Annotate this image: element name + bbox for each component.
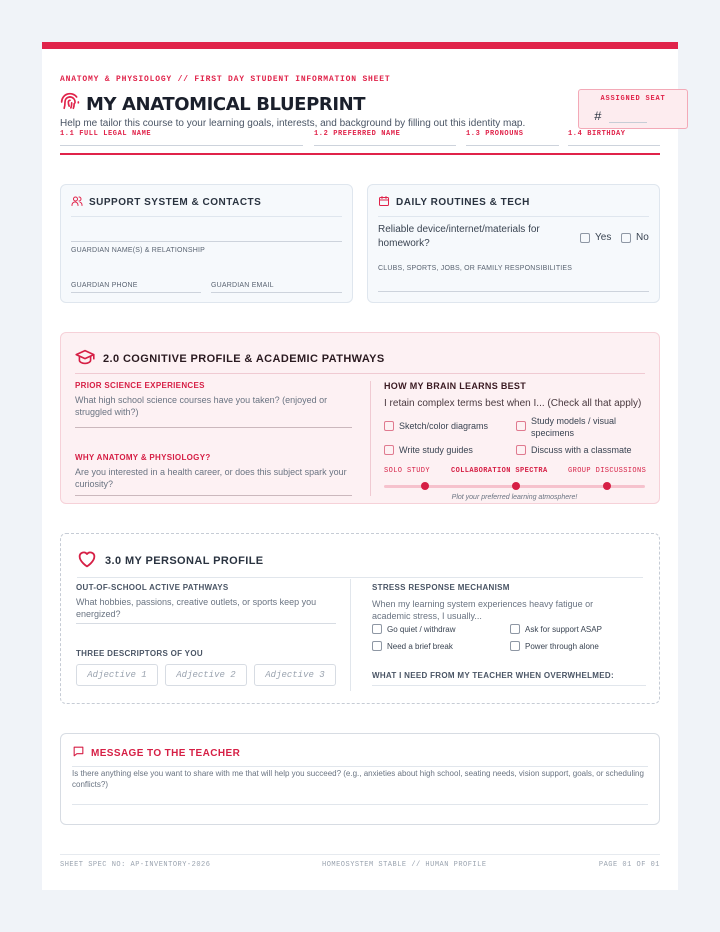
fingerprint-icon [60, 92, 80, 117]
personal-profile-panel [60, 533, 660, 704]
guardian-names-field[interactable]: GUARDIAN NAME(S) & RELATIONSHIP [71, 241, 342, 254]
full-legal-name-field[interactable]: 1.1 FULL LEGAL NAME [60, 130, 303, 146]
users-icon [71, 195, 83, 210]
device-yes-checkbox[interactable] [580, 233, 590, 243]
spectrum-caption: Plot your preferred learning atmosphere! [451, 494, 578, 501]
preferred-name-field[interactable]: 1.2 PREFERRED NAME [314, 130, 456, 146]
prior-science-answer-line[interactable] [75, 427, 352, 428]
why-anatomy-question: Are you interested in a health career, or does this subject spark your curiosity? [75, 467, 347, 489]
guardian-phone-field[interactable]: GUARDIAN PHONE [71, 277, 201, 293]
assigned-seat-label: ASSIGNED SEAT [600, 95, 666, 103]
learn-models-label: Study models / visual specimens [531, 416, 617, 438]
learn-study-guides-checkbox[interactable] [384, 445, 394, 455]
adjective-2-input[interactable]: Adjective 2 [165, 664, 247, 686]
prior-science-question: What high school science courses have you taken? (enjoyed or struggled with?) [75, 395, 328, 417]
stress-question: When my learning system experiences heavy fatigue or academic stress, I usually... [372, 599, 594, 621]
device-yes-label: Yes [595, 232, 612, 243]
clubs-field[interactable]: CLUBS, SPORTS, JOBS, OR FAMILY RESPONSIBILITIES [378, 260, 649, 292]
personal-header [77, 550, 643, 578]
stress-break-checkbox[interactable] [372, 641, 382, 651]
footer-center: HOMEOSYSTEM STABLE // HUMAN PROFILE [322, 861, 487, 869]
learn-study-guides-label: Write study guides [399, 445, 473, 455]
why-anatomy-heading: WHY ANATOMY & PHYSIOLOGY? [75, 453, 211, 462]
why-anatomy-answer-line[interactable] [75, 495, 352, 496]
pathways-answer-line[interactable] [76, 623, 336, 624]
descriptors-heading: THREE DESCRIPTORS OF YOU [76, 649, 203, 658]
learn-sketch-checkbox[interactable] [384, 421, 394, 431]
routines-card-header [378, 195, 649, 217]
prior-science-heading: PRIOR SCIENCE EXPERIENCES [75, 381, 205, 390]
adjective-3-input[interactable]: Adjective 3 [254, 664, 336, 686]
collaboration-spectrum-track[interactable] [384, 485, 645, 488]
title-row [60, 92, 365, 117]
message-title: MESSAGE TO THE TEACHER [91, 747, 241, 759]
device-no-label: No [636, 232, 649, 243]
stress-option-break[interactable] [372, 641, 453, 651]
learn-sketch-label: Sketch/color diagrams [399, 421, 489, 431]
assigned-seat-box[interactable] [578, 89, 688, 129]
stress-withdraw-label: Go quiet / withdraw [387, 624, 456, 634]
stress-option-power-through[interactable] [510, 641, 599, 651]
sheet-kicker: ANATOMY & PHYSIOLOGY // FIRST DAY STUDENT INFORMATION SHEET [60, 75, 391, 84]
stress-ask-support-checkbox[interactable] [510, 624, 520, 634]
learn-option-study-guides[interactable] [384, 445, 473, 455]
footer-page: PAGE 01 OF 01 [598, 861, 660, 869]
guardian-email-field[interactable]: GUARDIAN EMAIL [211, 277, 342, 293]
brain-learns-question: I retain complex terms best when I... (Check all that apply) [384, 398, 642, 409]
heart-icon [77, 550, 97, 571]
device-question: Reliable device/internet/materials for homework? [378, 224, 540, 249]
learn-option-discuss[interactable] [516, 445, 632, 455]
learn-discuss-checkbox[interactable] [516, 445, 526, 455]
graduation-cap-icon [75, 349, 95, 368]
student-info-sheet [42, 42, 678, 890]
support-card-header [71, 195, 342, 217]
message-to-teacher-card [60, 733, 660, 825]
message-question: Is there anything else you want to share with me that will help you succeed? (e.g., anxieties about high school, seating needs, vision support, goals, or scheduling conflicts?) [72, 769, 644, 789]
brain-learns-heading: HOW MY BRAIN LEARNS BEST [384, 381, 527, 391]
adjective-1-input[interactable]: Adjective 1 [76, 664, 158, 686]
stress-heading: STRESS RESPONSE MECHANISM [372, 583, 510, 592]
routines-card [367, 184, 660, 303]
top-accent-bar [42, 42, 678, 49]
cognitive-divider [75, 373, 645, 374]
pathways-question: What hobbies, passions, creative outlets, or sports keep you energized? [76, 597, 317, 619]
spectrum-label-collab: COLLABORATION SPECTRA [451, 467, 548, 475]
seat-number-line[interactable] [609, 122, 647, 123]
learn-option-sketch[interactable] [384, 421, 488, 431]
learn-models-checkbox[interactable] [516, 421, 526, 431]
message-icon [72, 745, 85, 761]
support-card-title: SUPPORT SYSTEM & CONTACTS [89, 197, 262, 208]
spectrum-point-group[interactable] [603, 482, 611, 490]
stress-withdraw-checkbox[interactable] [372, 624, 382, 634]
learn-option-models[interactable] [516, 415, 631, 439]
routines-card-title: DAILY ROUTINES & TECH [396, 197, 530, 208]
device-yes-option[interactable] [580, 232, 611, 243]
sheet-footer [60, 854, 660, 869]
header-divider [60, 153, 660, 155]
message-header [72, 745, 648, 767]
pathways-heading: OUT-OF-SCHOOL ACTIVE PATHWAYS [76, 583, 229, 592]
stress-break-label: Need a brief break [387, 641, 453, 651]
stress-option-withdraw[interactable] [372, 624, 455, 634]
stress-power-through-checkbox[interactable] [510, 641, 520, 651]
calendar-icon [378, 195, 390, 210]
page-subtitle: Help me tailor this course to your learning goals, interests, and background by filling out this identity map. [60, 118, 526, 129]
spectrum-point-solo[interactable] [421, 482, 429, 490]
cognitive-header [75, 349, 385, 368]
personal-column-divider [350, 579, 351, 691]
pronouns-field[interactable]: 1.3 PRONOUNS [466, 130, 559, 146]
cognitive-title: 2.0 COGNITIVE PROFILE & ACADEMIC PATHWAYS [103, 352, 385, 365]
device-no-checkbox[interactable] [621, 233, 631, 243]
footer-spec: SHEET SPEC NO: AP-INVENTORY-2026 [60, 861, 211, 869]
support-card [60, 184, 353, 303]
stress-power-through-label: Power through alone [525, 641, 599, 651]
stress-option-ask-support[interactable] [510, 624, 602, 634]
device-no-option[interactable] [621, 232, 649, 243]
cognitive-column-divider [370, 381, 371, 496]
stress-ask-support-label: Ask for support ASAP [525, 624, 602, 634]
personal-title: 3.0 MY PERSONAL PROFILE [105, 554, 264, 567]
spectrum-point-collab[interactable] [512, 482, 520, 490]
spectrum-label-solo: SOLO STUDY [384, 467, 431, 475]
page-title: MY ANATOMICAL BLUEPRINT [86, 94, 366, 115]
seat-number-prefix: # [594, 109, 602, 124]
cognitive-profile-panel [60, 332, 660, 504]
teacher-need-field[interactable]: WHAT I NEED FROM MY TEACHER WHEN OVERWHELMED: [372, 671, 646, 686]
birthday-field[interactable]: 1.4 BIRTHDAY [568, 130, 660, 146]
spectrum-label-group: GROUP DISCUSSIONS [568, 467, 647, 475]
message-answer-line[interactable] [72, 804, 648, 805]
learn-discuss-label: Discuss with a classmate [531, 445, 632, 455]
